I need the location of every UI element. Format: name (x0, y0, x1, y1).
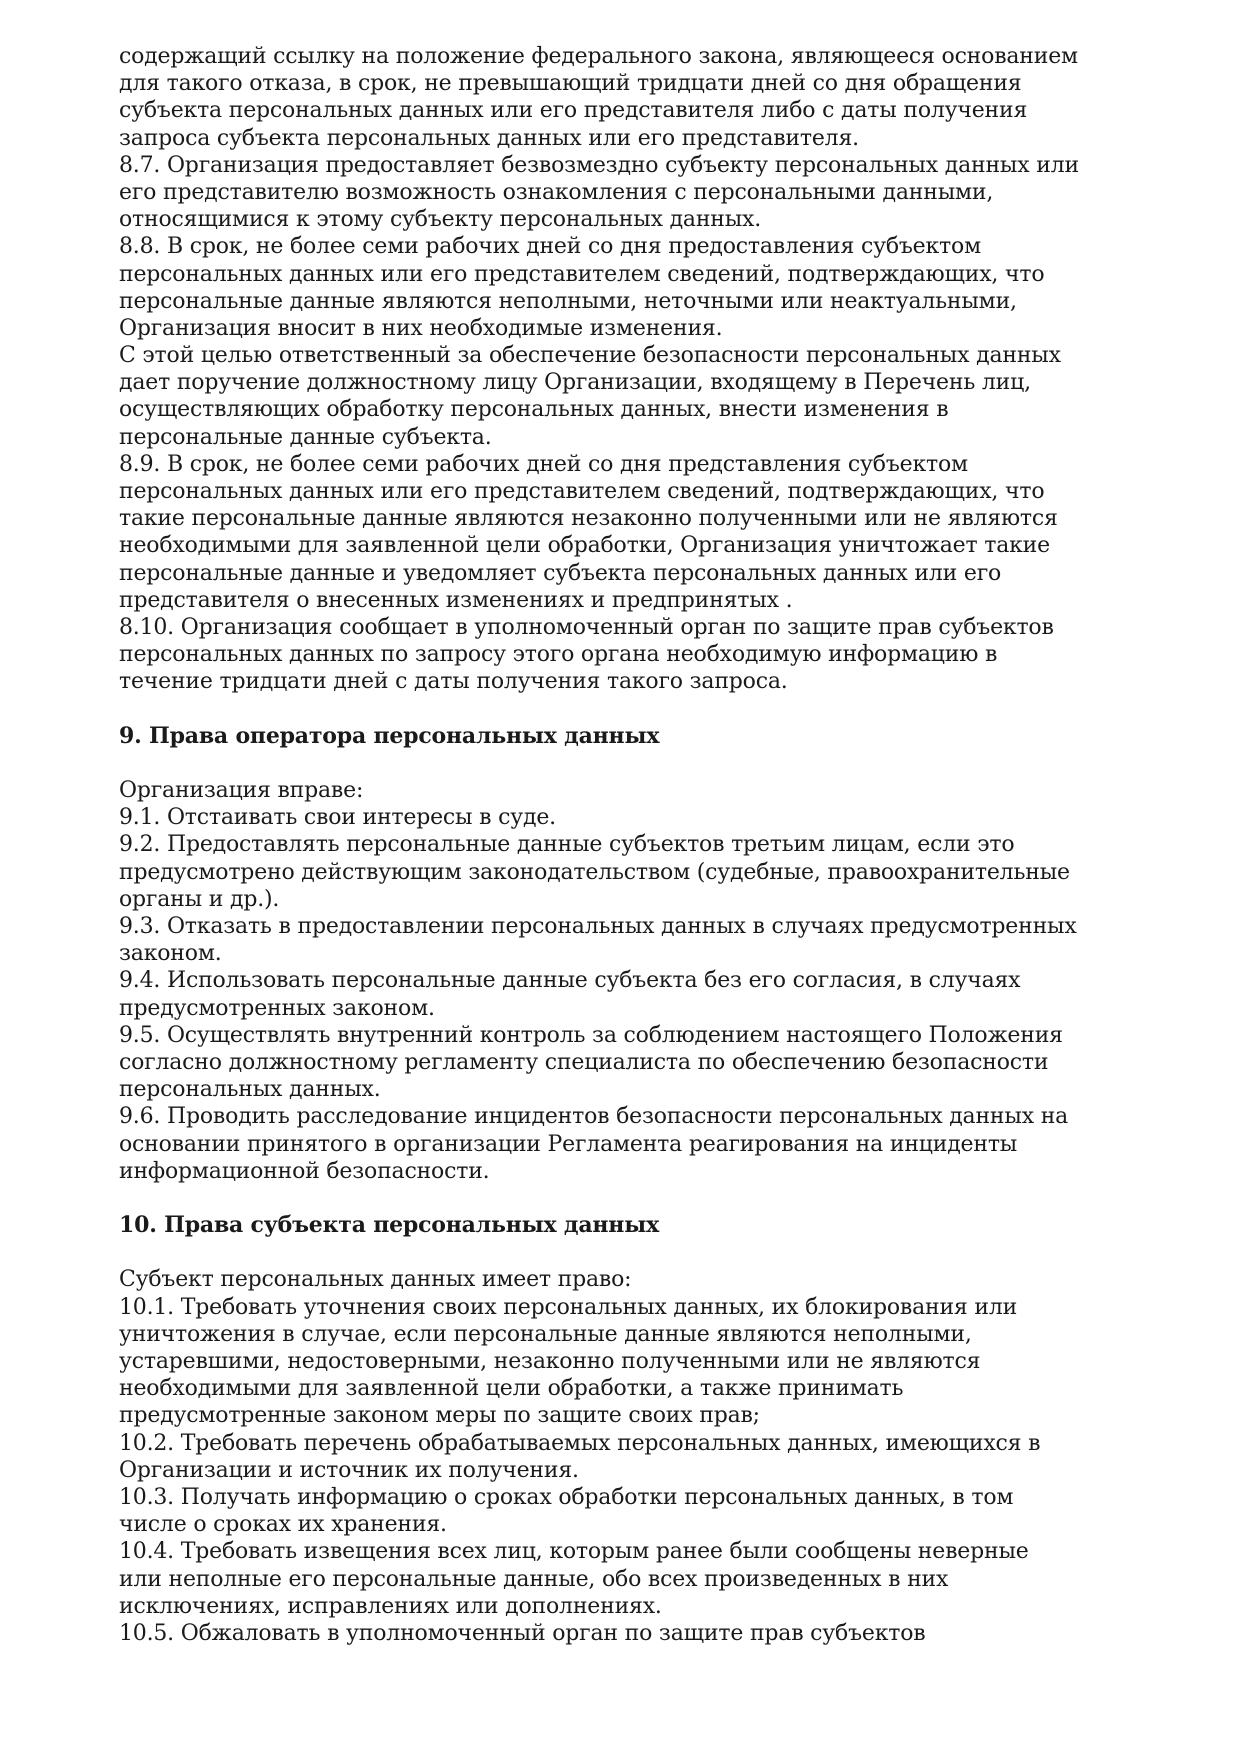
text-line: для такого отказа, в срок, не превышающий тридцати дней со дня обращения (119, 71, 1022, 97)
text-line: персональные данные и уведомляет субъекта персональных данных или его (119, 560, 1002, 586)
text-line: представителя о внесенных изменениях и предпринятых . (119, 587, 793, 613)
section-10-heading: 10. Права субъекта персональных данных (119, 1212, 659, 1239)
text-line: дает поручение должностному лицу Организации, входящему в Перечень лиц, (119, 370, 1031, 396)
text-line: персональных данных по запросу этого органа необходимую информацию в (119, 642, 998, 668)
text-line: уничтожения в случае, если персональные данные являются неполными, (119, 1321, 972, 1347)
text-line: 10.2. Требовать перечень обрабатываемых персональных данных, имеющихся в (119, 1430, 1041, 1456)
text-line: основании принятого в организации Регламента реагирования на инциденты (119, 1131, 1018, 1157)
text-line: необходимыми для заявленной цели обработки, Организация уничтожает такие (119, 533, 1050, 559)
text-line: такие персональные данные являются незаконно полученными или не являются (119, 506, 1058, 532)
section-8-continuation (119, 43, 1119, 696)
text-line: Организация вносит в них необходимые изменения. (119, 315, 723, 341)
text-line: 10.4. Требовать извещения всех лиц, которым ранее были сообщены неверные (119, 1539, 1029, 1565)
text-line: Субъект персональных данных имеет право: (119, 1267, 632, 1293)
text-line: субъекта персональных данных или его представителя либо с даты получения (119, 98, 1028, 124)
text-line: персональные данные являются неполными, неточными или неактуальными, (119, 288, 1017, 314)
text-line: исключениях, исправлениях или дополнениях. (119, 1593, 662, 1619)
text-line: запроса субъекта персональных данных или его представителя. (119, 125, 859, 151)
text-line: органы и др.). (119, 886, 280, 912)
text-line: осуществляющих обработку персональных данных, внести изменения в (119, 397, 949, 423)
text-line: 8.10. Организация сообщает в уполномоченный орган по защите прав субъектов (119, 614, 1054, 640)
text-line: 9.6. Проводить расследование инцидентов безопасности персональных данных на (119, 1104, 1069, 1130)
text-line: его представителю возможность ознакомления с персональными данными, (119, 179, 994, 205)
text-line: Организации и источник их получения. (119, 1457, 579, 1483)
section-9-body (119, 777, 1119, 1185)
text-line: предусмотрено действующим законодательством (судебные, правоохранительные (119, 859, 1070, 885)
text-line: содержащий ссылку на положение федерального закона, являющееся основанием (119, 44, 1078, 69)
text-line: Организация вправе: (119, 778, 364, 804)
text-line: числе о сроках их хранения. (119, 1512, 447, 1538)
text-line: 9.5. Осуществлять внутренний контроль за соблюдением настоящего Положения (119, 1022, 1063, 1048)
text-line: персональных данных или его представителем сведений, подтверждающих, что (119, 261, 1045, 287)
section-10-body (119, 1266, 1119, 1647)
text-line: предусмотренных законом. (119, 995, 435, 1021)
text-line: необходимыми для заявленной цели обработки, а также принимать (119, 1376, 904, 1402)
text-line: персональные данные субъекта. (119, 424, 492, 450)
text-line: 9.3. Отказать в предоставлении персональных данных в случаях предусмотренных (119, 914, 1077, 939)
text-line: законом. (119, 941, 222, 967)
text-line: 10.3. Получать информацию о сроках обработки персональных данных, в том (119, 1484, 1014, 1510)
text-line: 8.7. Организация предоставляет безвозмездно субъекту персональных данных или (119, 152, 1079, 178)
text-line: или неполные его персональные данные, обо всех произведенных в них (119, 1566, 949, 1592)
text-line: персональных данных или его представителем сведений, подтверждающих, что (119, 479, 1045, 504)
text-line: 9.4. Использовать персональные данные субъекта без его согласия, в случаях (119, 968, 1021, 994)
text-line: С этой целью ответственный за обеспечение безопасности персональных данных (119, 343, 1061, 369)
blank-line (119, 750, 1119, 777)
blank-line (119, 1185, 1119, 1212)
text-line: 9.2. Предоставлять персональные данные субъектов третьим лицам, если это (119, 832, 1015, 858)
text-line: 10.5. Обжаловать в уполномоченный орган по защите прав субъектов (119, 1620, 926, 1646)
text-line: 8.8. В срок, не более семи рабочих дней со дня предоставления субъектом (119, 234, 981, 260)
text-line: 8.9. В срок, не более семи рабочих дней со дня представления субъектом (119, 451, 968, 477)
document-page (119, 43, 1119, 1647)
text-line: предусмотренные законом меры по защите своих прав; (119, 1403, 760, 1429)
text-line: 10.1. Требовать уточнения своих персональных данных, их блокирования или (119, 1294, 1018, 1320)
text-line: 9.1. Отстаивать свои интересы в суде. (119, 805, 556, 831)
blank-line (119, 696, 1119, 723)
text-line: течение тридцати дней с даты получения такого запроса. (119, 669, 788, 695)
text-line: устаревшими, недостоверными, незаконно полученными или не являются (119, 1349, 981, 1374)
blank-line (119, 1239, 1119, 1266)
section-9-heading: 9. Права оператора персональных данных (119, 722, 660, 749)
text-line: согласно должностному регламенту специалиста по обеспечению безопасности (119, 1049, 1049, 1075)
text-line: персональных данных. (119, 1077, 381, 1103)
text-line: информационной безопасности. (119, 1158, 490, 1184)
text-line: относящимися к этому субъекту персональных данных. (119, 207, 762, 233)
